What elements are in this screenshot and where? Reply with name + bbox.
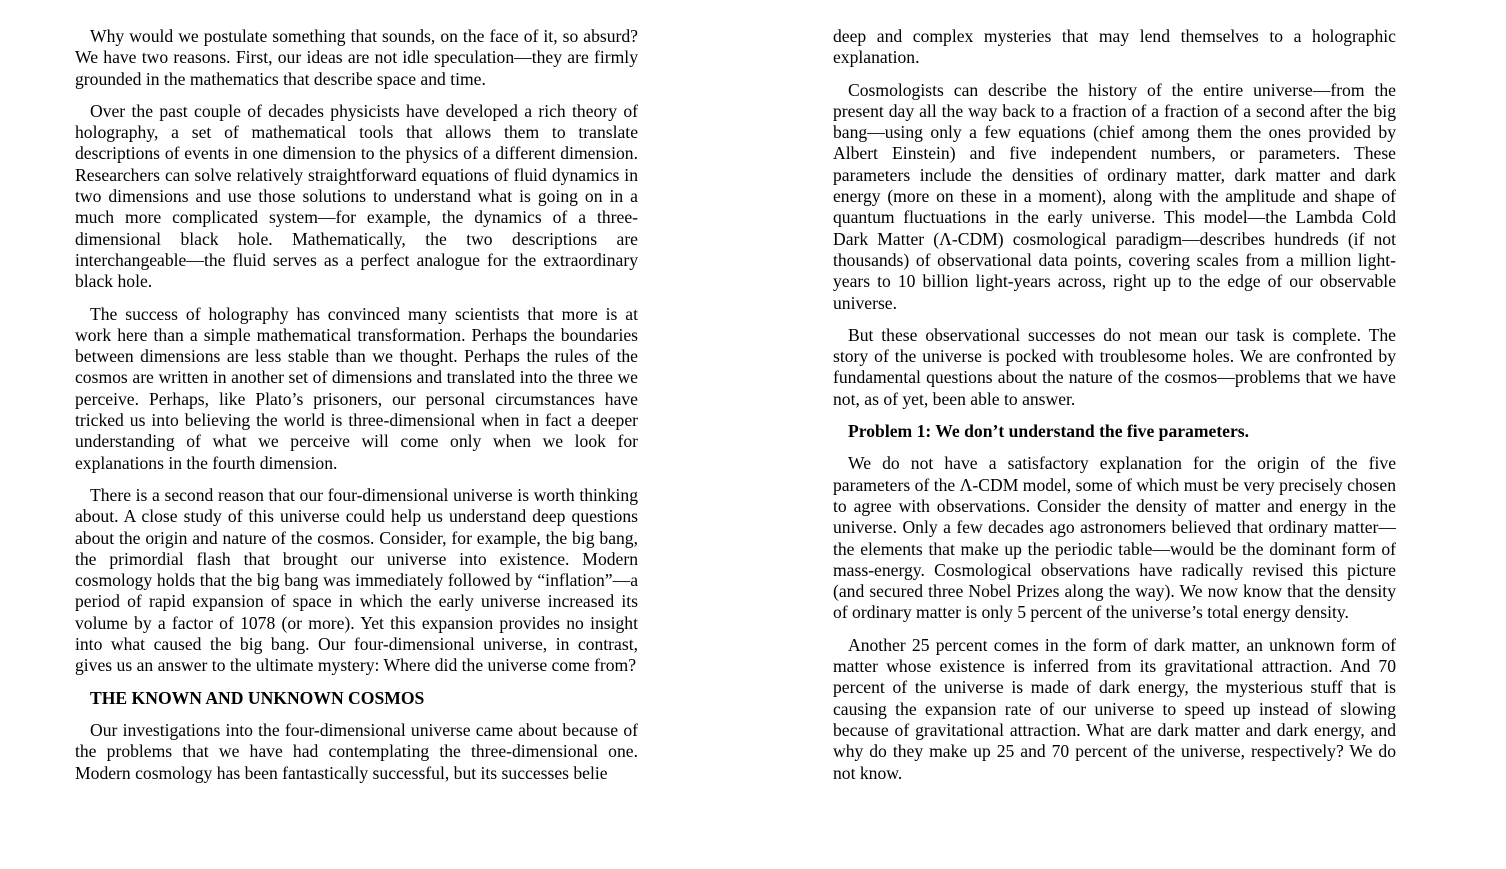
- paragraph: We do not have a satisfactory explanation for the origin of the five parameters of the Λ-CDM model, some of which must be very precisely chosen to agree with observations. Consider the density of matter and energy in the universe. Only a few decades ago astronomers believed that ordinary matter—the elements that make up the periodic table—would be the dominant form of mass-energy. Cosmological observations have radically revised this picture (and secured three Nobel Prizes along the way). We now know that the density of ordinary matter is only 5 percent of the universe’s total energy density.: [833, 453, 1396, 623]
- right-page: [833, 26, 1396, 795]
- section-heading: THE KNOWN AND UNKNOWN COSMOS: [90, 687, 425, 708]
- paragraph: There is a second reason that our four-dimensional universe is worth thinking about. A close study of this universe could help us understand deep questions about the origin and nature of the cosmos. Consider, for example, the big bang, the primordial flash that brought our universe into existence. Modern cosmology holds that the big bang was immediately followed by “inflation”—a period of rapid expansion of space in which the early universe increased its volume by a factor of 1078 (or more). Yet this expansion provides no insight into what caused the big bang. Our four-dimensional universe, in contrast, gives us an answer to the ultimate mystery: Where did the universe come from?: [75, 484, 638, 676]
- paragraph: Why would we postulate something that sounds, on the face of it, so absurd? We have two reasons. First, our ideas are not idle speculation—they are firmly grounded in the mathematics that describe space and time.: [75, 26, 638, 89]
- paragraph: Cosmologists can describe the history of the entire universe—from the present day all the way back to a fraction of a fraction of a second after the big bang—using only a few equations (chief among them the ones provided by Albert Einstein) and five independent numbers, or parameters. These parameters include the densities of ordinary matter, dark matter and dark energy (more on these in a moment), along with the amplitude and shape of quantum fluctuations in the early universe. This model—the Lambda Cold Dark Matter (Λ-CDM) cosmological paradigm—describes hundreds (if not thousands) of observational data points, covering scales from a million light-years to 10 billion light-years across, right up to the edge of our observable universe.: [833, 79, 1396, 313]
- paragraph: But these observational successes do not mean our task is complete. The story of the universe is pocked with troublesome holes. We are confronted by fundamental questions about the nature of the cosmos—problems that we have not, as of yet, been able to answer.: [833, 324, 1396, 409]
- paragraph: Our investigations into the four-dimensional universe came about because of the problems that we have had contemplating the three-dimensional one. Modern cosmology has been fantastically successful, but its successes belie: [75, 719, 638, 783]
- left-page: [75, 26, 638, 795]
- paragraph: Over the past couple of decades physicists have developed a rich theory of holography, a set of mathematical tools that allows them to translate descriptions of events in one dimension to the physics of a different dimension. Researchers can solve relatively straightforward equations of fluid dynamics in two dimensions and use those solutions to understand what is going on in a much more complicated system—for example, the dynamics of a three-dimensional black hole. Mathematically, the two descriptions are interchangeable—the fluid serves as a perfect analogue for the extraordinary black hole.: [75, 100, 638, 292]
- paragraph-continuation: deep and complex mysteries that may lend themselves to a holographic explanation.: [833, 26, 1396, 68]
- problem-heading: Problem 1: We don’t understand the five parameters.: [848, 421, 1250, 442]
- paragraph: Another 25 percent comes in the form of dark matter, an unknown form of matter whose existence is inferred from its gravitational attraction. And 70 percent of the universe is made of dark energy, the mysterious stuff that is causing the expansion rate of our universe to speed up instead of slowing because of gravitational attraction. What are dark matter and dark energy, and why do they make up 25 and 70 percent of the universe, respectively? We do not know.: [833, 634, 1396, 783]
- paragraph: The success of holography has convinced many scientists that more is at work here than a simple mathematical transformation. Perhaps the boundaries between dimensions are less stable than we thought. Perhaps the rules of the cosmos are written in another set of dimensions and translated into the three we perceive. Perhaps, like Plato’s prisoners, our personal circumstances have tricked us into believing the world is three-dimensional when in fact a deeper understanding of what we perceive will come only when we look for explanations in the fourth dimension.: [75, 303, 638, 473]
